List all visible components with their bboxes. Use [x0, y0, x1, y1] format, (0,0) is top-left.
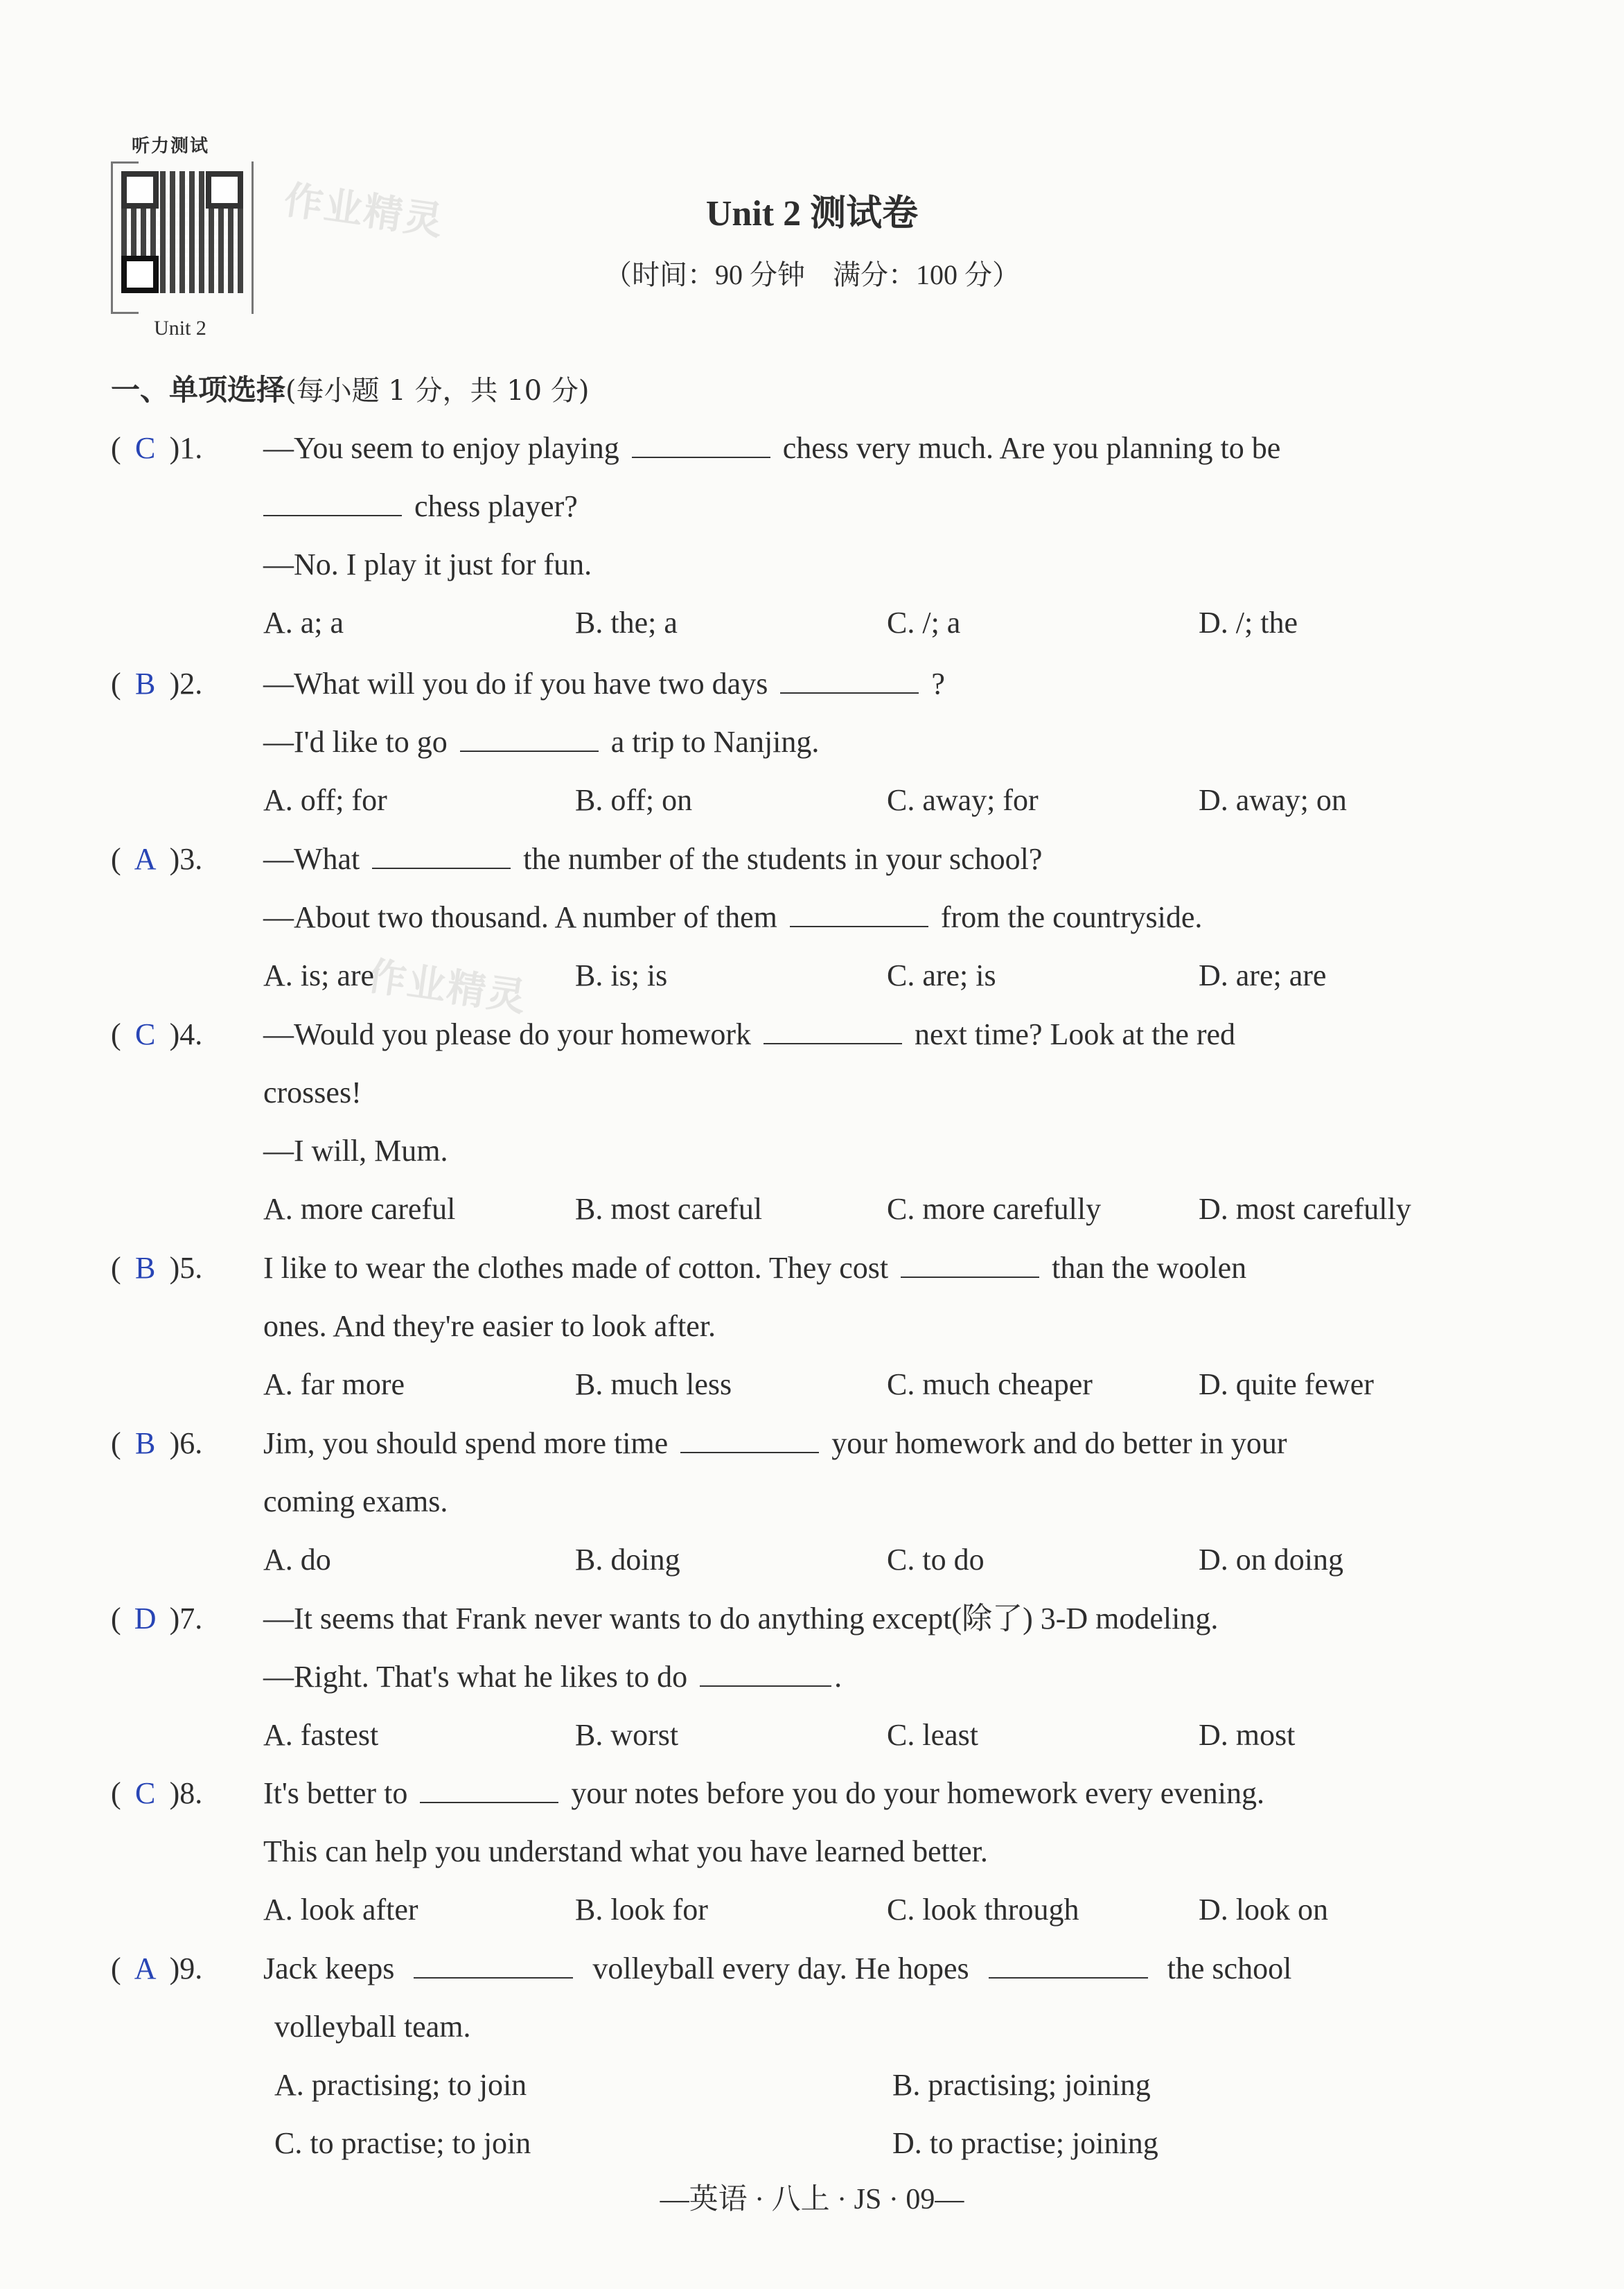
option-c[interactable]: C. are; is [887, 958, 996, 992]
options-row [111, 1180, 1510, 1238]
answer-blank[interactable] [901, 1249, 1039, 1278]
question-text: —About two thousand. A number of them [263, 900, 777, 934]
option-c[interactable]: C. least [887, 1718, 978, 1752]
option-c[interactable]: C. away; for [887, 783, 1039, 817]
options-row [111, 594, 1510, 652]
question-3: ( A )3. —What the number of the students in your school? —About two thousand. A number of them from the countryside. A. is; are B. is; is C. are; is D. are; are [111, 830, 1510, 1005]
option-c[interactable]: C. to do [887, 1543, 985, 1577]
option-c[interactable]: C. to practise; to join [274, 2126, 531, 2160]
page-title: Unit 2 测试卷 [705, 194, 919, 234]
option-b[interactable]: B. much less [575, 1367, 732, 1401]
question-text: than the woolen [1052, 1251, 1247, 1285]
answer-blank[interactable] [780, 665, 919, 694]
question-number: )1. [169, 431, 203, 465]
answer-mark: B [134, 1251, 156, 1285]
question-1: ( C )1. —You seem to enjoy playing chess very much. Are you planning to be chess player? —No. I play it just for fun. A. a; a B. the; a C. /; a D. /; the [111, 419, 1510, 652]
question-number: )3. [169, 842, 203, 876]
option-d[interactable]: D. look on [1199, 1893, 1328, 1927]
option-c[interactable]: C. much cheaper [887, 1367, 1093, 1401]
question-text: —I will, Mum. [263, 1134, 448, 1168]
question-2: ( B )2. —What will you do if you have two days ? —I'd like to go a trip to Nanjing. A. off; for B. off; on C. away; for D. away; on [111, 655, 1510, 830]
answer-blank[interactable] [790, 898, 928, 927]
question-number: )2. [169, 667, 203, 701]
answer-mark: B [134, 1426, 156, 1460]
options-row [111, 947, 1510, 1005]
question-text: —You seem to enjoy playing [263, 431, 619, 465]
question-text: ones. And they're easier to look after. [263, 1309, 716, 1343]
options-row [111, 1531, 1510, 1589]
answer-mark: C [134, 431, 156, 465]
question-text: —No. I play it just for fun. [263, 547, 592, 581]
question-text: next time? Look at the red [915, 1017, 1236, 1051]
question-6: ( B )6. Jim, you should spend more time your homework and do better in your coming exams. A. do B. doing C. to do D. on doing [111, 1414, 1510, 1589]
option-d[interactable]: D. most [1199, 1718, 1296, 1752]
question-text: coming exams. [263, 1484, 448, 1518]
option-a[interactable]: A. is; are [263, 958, 375, 992]
options-row [111, 2114, 1510, 2173]
option-b[interactable]: B. look for [575, 1893, 708, 1927]
option-b[interactable]: B. is; is [575, 958, 668, 992]
option-a[interactable]: A. practising; to join [274, 2068, 527, 2102]
question-text: chess very much. Are you planning to be [782, 431, 1281, 465]
option-d[interactable]: D. to practise; joining [892, 2126, 1158, 2160]
options-row [111, 1706, 1510, 1764]
answer-mark: A [134, 842, 157, 876]
option-d[interactable]: D. away; on [1199, 783, 1347, 817]
option-d[interactable]: D. most carefully [1199, 1192, 1411, 1226]
option-a[interactable]: A. far more [263, 1367, 405, 1401]
answer-blank[interactable] [263, 487, 402, 516]
question-9: ( A )9. Jack keeps volleyball every day. He hopes the school volleyball team. A. practising; to join B. practising; joining C. to practise; to join D. to practise; joining [111, 1940, 1510, 2173]
section-title: 一、单项选择 [111, 373, 286, 407]
option-b[interactable]: B. worst [575, 1718, 679, 1752]
answer-mark: C [134, 1017, 156, 1051]
question-text: chess player? [414, 489, 578, 523]
question-text: a trip to Nanjing. [610, 725, 820, 759]
question-text: volleyball every day. He hopes [592, 1952, 969, 1985]
option-a[interactable]: A. a; a [263, 606, 344, 640]
page-subtitle: （时间：90 分钟 满分：100 分） [604, 259, 1020, 290]
option-b[interactable]: B. most careful [575, 1192, 763, 1226]
question-text: volleyball team. [274, 2010, 471, 2044]
question-text: ? [931, 667, 945, 701]
answer-mark: C [134, 1776, 156, 1810]
question-7: ( D )7. —It seems that Frank never wants to do anything except(除了) 3-D modeling. —Right. That's what he likes to do . A. fastest B. worst C. least D. most [111, 1590, 1510, 1764]
question-text: crosses! [263, 1076, 362, 1110]
question-text: from the countryside. [940, 900, 1203, 934]
option-d[interactable]: D. /; the [1199, 606, 1298, 640]
watermark: 作业精灵 [364, 954, 530, 1021]
question-5: ( B )5. I like to wear the clothes made of cotton. They cost than the woolen ones. And they're easier to look after. A. far more B. much less C. much cheaper D. quite fewer [111, 1239, 1510, 1414]
question-number: )6. [169, 1426, 203, 1460]
option-c[interactable]: C. /; a [887, 606, 961, 640]
question-text: your homework and do better in your [831, 1426, 1287, 1460]
options-row [111, 2056, 1510, 2114]
question-number: )9. [169, 1952, 203, 1985]
question-text: the number of the students in your school? [523, 842, 1043, 876]
answer-blank[interactable] [372, 840, 511, 869]
answer-blank[interactable] [700, 1658, 831, 1687]
option-a[interactable]: A. off; for [263, 783, 387, 817]
options-row [111, 1881, 1510, 1939]
question-text: It's better to [263, 1776, 408, 1810]
option-a[interactable]: A. do [263, 1543, 331, 1577]
question-text: your notes before you do your homework every evening. [571, 1776, 1265, 1810]
option-a[interactable]: A. fastest [263, 1718, 379, 1752]
question-text: Jim, you should spend more time [263, 1426, 669, 1460]
watermark: 作业精灵 [281, 177, 447, 245]
question-number: )5. [169, 1251, 203, 1285]
question-text: the school [1167, 1952, 1292, 1985]
option-c[interactable]: C. look through [887, 1893, 1079, 1927]
options-row [111, 771, 1510, 830]
options-row [111, 1356, 1510, 1414]
question-text: I like to wear the clothes made of cotton. They cost [263, 1251, 889, 1285]
question-text: —What [263, 842, 360, 876]
section-heading [111, 367, 589, 409]
answer-mark: A [134, 1952, 157, 1985]
option-c[interactable]: C. more carefully [887, 1192, 1102, 1226]
question-text: . [834, 1660, 842, 1694]
answer-blank[interactable] [632, 429, 770, 458]
question-number: )7. [169, 1602, 203, 1635]
question-text: —Would you please do your homework [263, 1017, 751, 1051]
section-note: (每小题 1 分，共 10 分) [285, 375, 590, 407]
page-footer: —英语 · 八上 · JS · 09— [660, 2184, 964, 2216]
qr-unit-label: Unit 2 [154, 317, 206, 340]
option-d[interactable]: D. quite fewer [1199, 1367, 1374, 1401]
option-d[interactable]: D. are; are [1199, 958, 1327, 992]
option-b[interactable]: B. the; a [575, 606, 678, 640]
option-b[interactable]: B. doing [575, 1543, 680, 1577]
question-text: —What will you do if you have two days [263, 667, 768, 701]
question-8: ( C )8. It's better to your notes before you do your homework every evening. This can help you understand what you have learned better. A. look after B. look for C. look through D. look on [111, 1764, 1510, 1939]
option-d[interactable]: D. on doing [1199, 1543, 1343, 1577]
option-b[interactable]: B. practising; joining [892, 2068, 1151, 2102]
question-number: )8. [169, 1776, 203, 1810]
question-text: —It seems that Frank never wants to do anything except(除了) 3-D modeling. [263, 1602, 1219, 1635]
option-a[interactable]: A. more careful [263, 1192, 456, 1226]
answer-blank[interactable] [414, 1949, 573, 1979]
answer-blank[interactable] [420, 1774, 558, 1803]
question-text: This can help you understand what you have learned better. [263, 1834, 988, 1868]
question-text: —I'd like to go [263, 725, 448, 759]
question-number: )4. [169, 1017, 203, 1051]
answer-blank[interactable] [680, 1424, 819, 1453]
answer-mark: D [134, 1602, 157, 1635]
answer-blank[interactable] [460, 723, 599, 752]
qr-caption: 听力测试 [132, 136, 210, 157]
qr-block [111, 132, 256, 340]
question-text: —Right. That's what he likes to do [263, 1660, 688, 1694]
option-a[interactable]: A. look after [263, 1893, 418, 1927]
question-text: Jack keeps [263, 1952, 395, 1985]
question-4: ( C )4. —Would you please do your homework next time? Look at the red crosses! —I will, Mum. A. more careful B. most careful C. more carefully D. most carefully [111, 1006, 1510, 1238]
answer-mark: B [134, 667, 156, 701]
answer-blank[interactable] [764, 1015, 902, 1044]
option-b[interactable]: B. off; on [575, 783, 693, 817]
answer-blank[interactable] [989, 1949, 1148, 1979]
